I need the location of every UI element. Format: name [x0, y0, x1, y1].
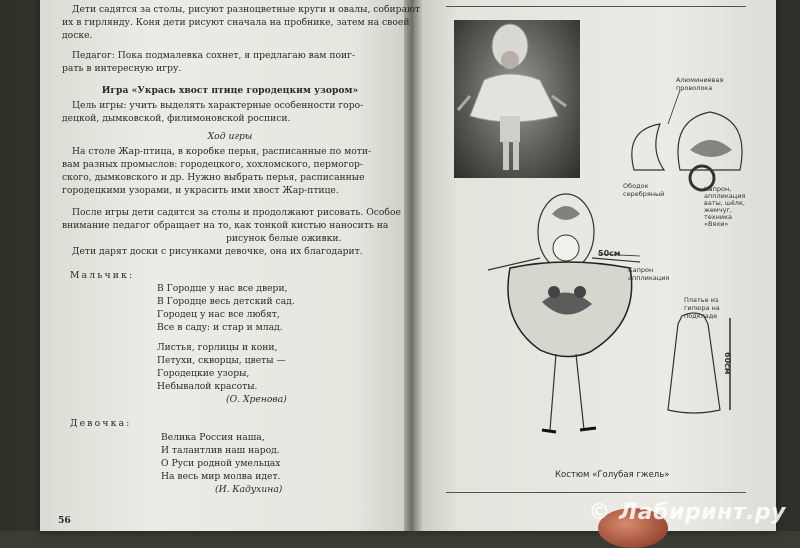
text-line: Педагог: Пока подмалевка сохнет, я предлагаю вам поиг- — [72, 50, 356, 61]
poem-author: (О. Хренова) — [226, 394, 287, 405]
footer-rule — [446, 492, 746, 493]
poem-line: В Городце весь детский сад. — [157, 296, 295, 307]
poem-line: Городец у нас все любят, — [157, 309, 280, 320]
poem-line: Небывалой красоты. — [157, 381, 258, 392]
text-line: Дети садятся за столы, рисуют разноцветные круги и овалы, собирают — [72, 4, 421, 15]
poem-line: Все в саду: и стар и млад. — [157, 322, 283, 333]
note-height: 60см — [723, 352, 732, 375]
note-hoop: Ободок серебряный — [623, 182, 665, 198]
text-line: На столе Жар-птица, в коробке перья, расписанные по моти- — [72, 146, 372, 157]
poem-line: О Руси родной умельцах — [161, 458, 281, 469]
poem-line: Петухи, скворцы, цветы — — [157, 355, 286, 366]
speaker-label: Девочка: — [70, 418, 132, 429]
poem-line: И талантлив наш народ. — [161, 445, 280, 456]
text-line: их в гирлянду. Коня дети рисуют сначала на пробнике, затем на своей — [62, 17, 410, 28]
text-line: доске. — [62, 30, 93, 41]
page-number: 56 — [58, 515, 71, 526]
header-rule — [446, 6, 746, 7]
note-wire: Алюминиевая проволока — [676, 76, 724, 92]
poem-line: Велика Россия наша, — [161, 432, 265, 443]
note-kapron-trim: Капрон, аппликация ваты, шёлк, жемчуг, техника «Вяхи» — [704, 185, 746, 228]
text-line: рать в интересную игру. — [62, 63, 182, 74]
text-line: После игры дети садятся за столы и продолжают рисовать. Особое — [72, 207, 401, 218]
text-line: городецкими узорами, и украсить ими хвост Жар-птице. — [62, 185, 339, 196]
note-width: 50см — [598, 249, 621, 258]
text-line: ского, дымковского и др. Нужно выбрать перья, расписанные — [62, 172, 365, 183]
section-heading: Ход игры — [207, 131, 253, 142]
text-line: децкой, дымковской, филимоновской росписи. — [62, 113, 291, 124]
poem-line: На весь мир молва идет. — [161, 471, 281, 482]
poem-line: В Городце у нас все двери, — [157, 283, 288, 294]
text-line: внимание педагог обращает на то, как тонкой кистью наносить на — [62, 220, 389, 231]
note-dress: Платье из гипюра на подкладе — [684, 296, 720, 320]
text-line: рисунок белые оживки. — [226, 233, 342, 244]
text-line: вам разных промыслов: городецкого, хохломского, пермогор- — [62, 159, 364, 170]
watermark: © Лабиринт.ру — [588, 500, 786, 525]
text-line: Дети дарят доски с рисунками девочке, она их благодарит. — [72, 246, 363, 257]
poem-line: Листья, горлицы и кони, — [157, 342, 278, 353]
costume-photo — [454, 20, 580, 178]
note-kapron-applique: Капрон аппликация — [628, 266, 670, 282]
book-gutter — [404, 0, 422, 531]
poem-line: Городецкие узоры, — [157, 368, 250, 379]
costume-drawing — [480, 192, 670, 452]
figure-caption: Костюм «Голубая гжель» — [555, 470, 670, 480]
game-title: Игра «Укрась хвост птице городецким узором» — [101, 85, 359, 96]
girl-in-costume-photo — [454, 20, 580, 178]
poem-author: (И. Кадухина) — [215, 484, 283, 495]
speaker-label: Мальчик: — [70, 270, 135, 281]
text-line: Цель игры: учить выделять характерные особенности горо- — [72, 100, 364, 111]
